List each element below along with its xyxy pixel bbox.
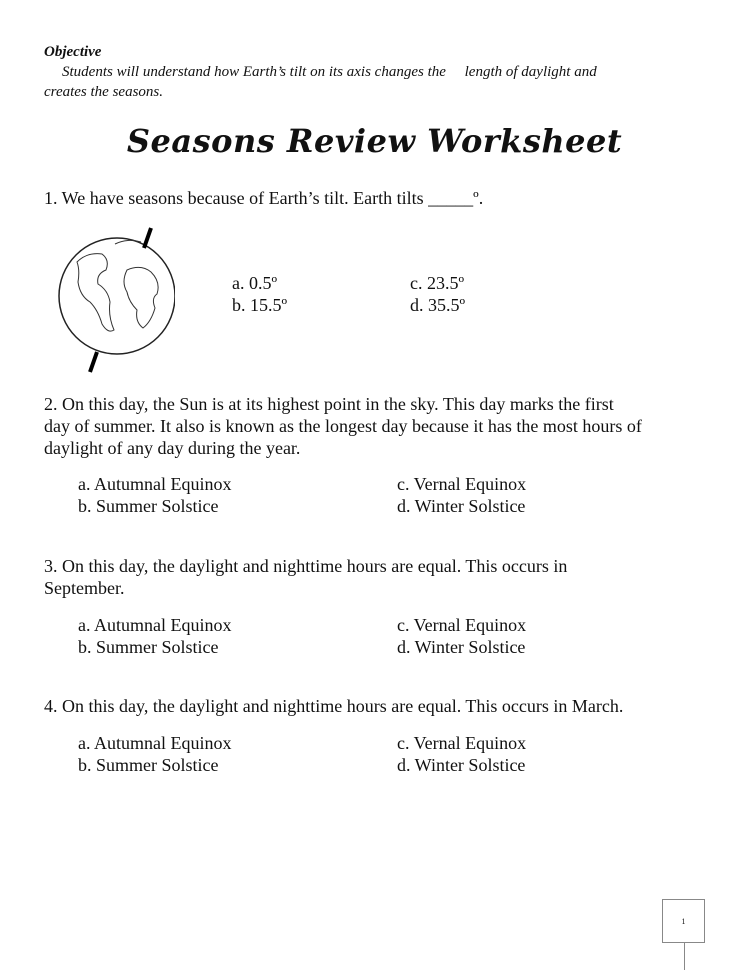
- question-4-text: 4. On this day, the daylight and nighttime hours are equal. This occurs in March.: [44, 696, 624, 716]
- q1-option-a: a. 0.5º: [232, 273, 278, 293]
- q1-option-c: c. 23.5º: [410, 273, 465, 293]
- page-title: Seasons Review Worksheet: [126, 122, 623, 160]
- earth-globe-icon: [55, 222, 175, 377]
- question-3-text-line1: 3. On this day, the daylight and nighttime hours are equal. This occurs in: [44, 556, 568, 576]
- question-3-text-line2: September.: [44, 578, 125, 598]
- q2-option-d: d. Winter Solstice: [397, 496, 526, 516]
- q3-option-c: c. Vernal Equinox: [397, 615, 527, 635]
- question-2-text-line2: day of summer. It also is known as the longest day because it has the most hours of: [44, 416, 642, 436]
- objective-heading: Objective: [44, 44, 102, 60]
- question-2-text-line1: 2. On this day, the Sun is at its highest point in the sky. This day marks the first: [44, 394, 614, 414]
- objective-text-line2: creates the seasons.: [44, 84, 164, 100]
- q2-option-b: b. Summer Solstice: [78, 496, 219, 516]
- q4-option-b: b. Summer Solstice: [78, 755, 219, 775]
- q4-option-c: c. Vernal Equinox: [397, 733, 527, 753]
- q4-option-a: a. Autumnal Equinox: [78, 733, 232, 753]
- question-2-text-line3: daylight of any day during the year.: [44, 438, 301, 458]
- question-1-text: 1. We have seasons because of Earth’s tilt. Earth tilts _____º.: [44, 188, 484, 208]
- objective-text-line1: Students will understand how Earth’s tilt on its axis changes the length of daylight and: [62, 64, 597, 80]
- q3-option-a: a. Autumnal Equinox: [78, 615, 232, 635]
- page-number-divider: [684, 942, 685, 970]
- q1-option-d: d. 35.5º: [410, 295, 466, 315]
- q3-option-b: b. Summer Solstice: [78, 637, 219, 657]
- q1-option-b: b. 15.5º: [232, 295, 288, 315]
- q2-option-a: a. Autumnal Equinox: [78, 474, 232, 494]
- q3-option-d: d. Winter Solstice: [397, 637, 526, 657]
- page-number: 1: [662, 899, 705, 943]
- q2-option-c: c. Vernal Equinox: [397, 474, 527, 494]
- q4-option-d: d. Winter Solstice: [397, 755, 526, 775]
